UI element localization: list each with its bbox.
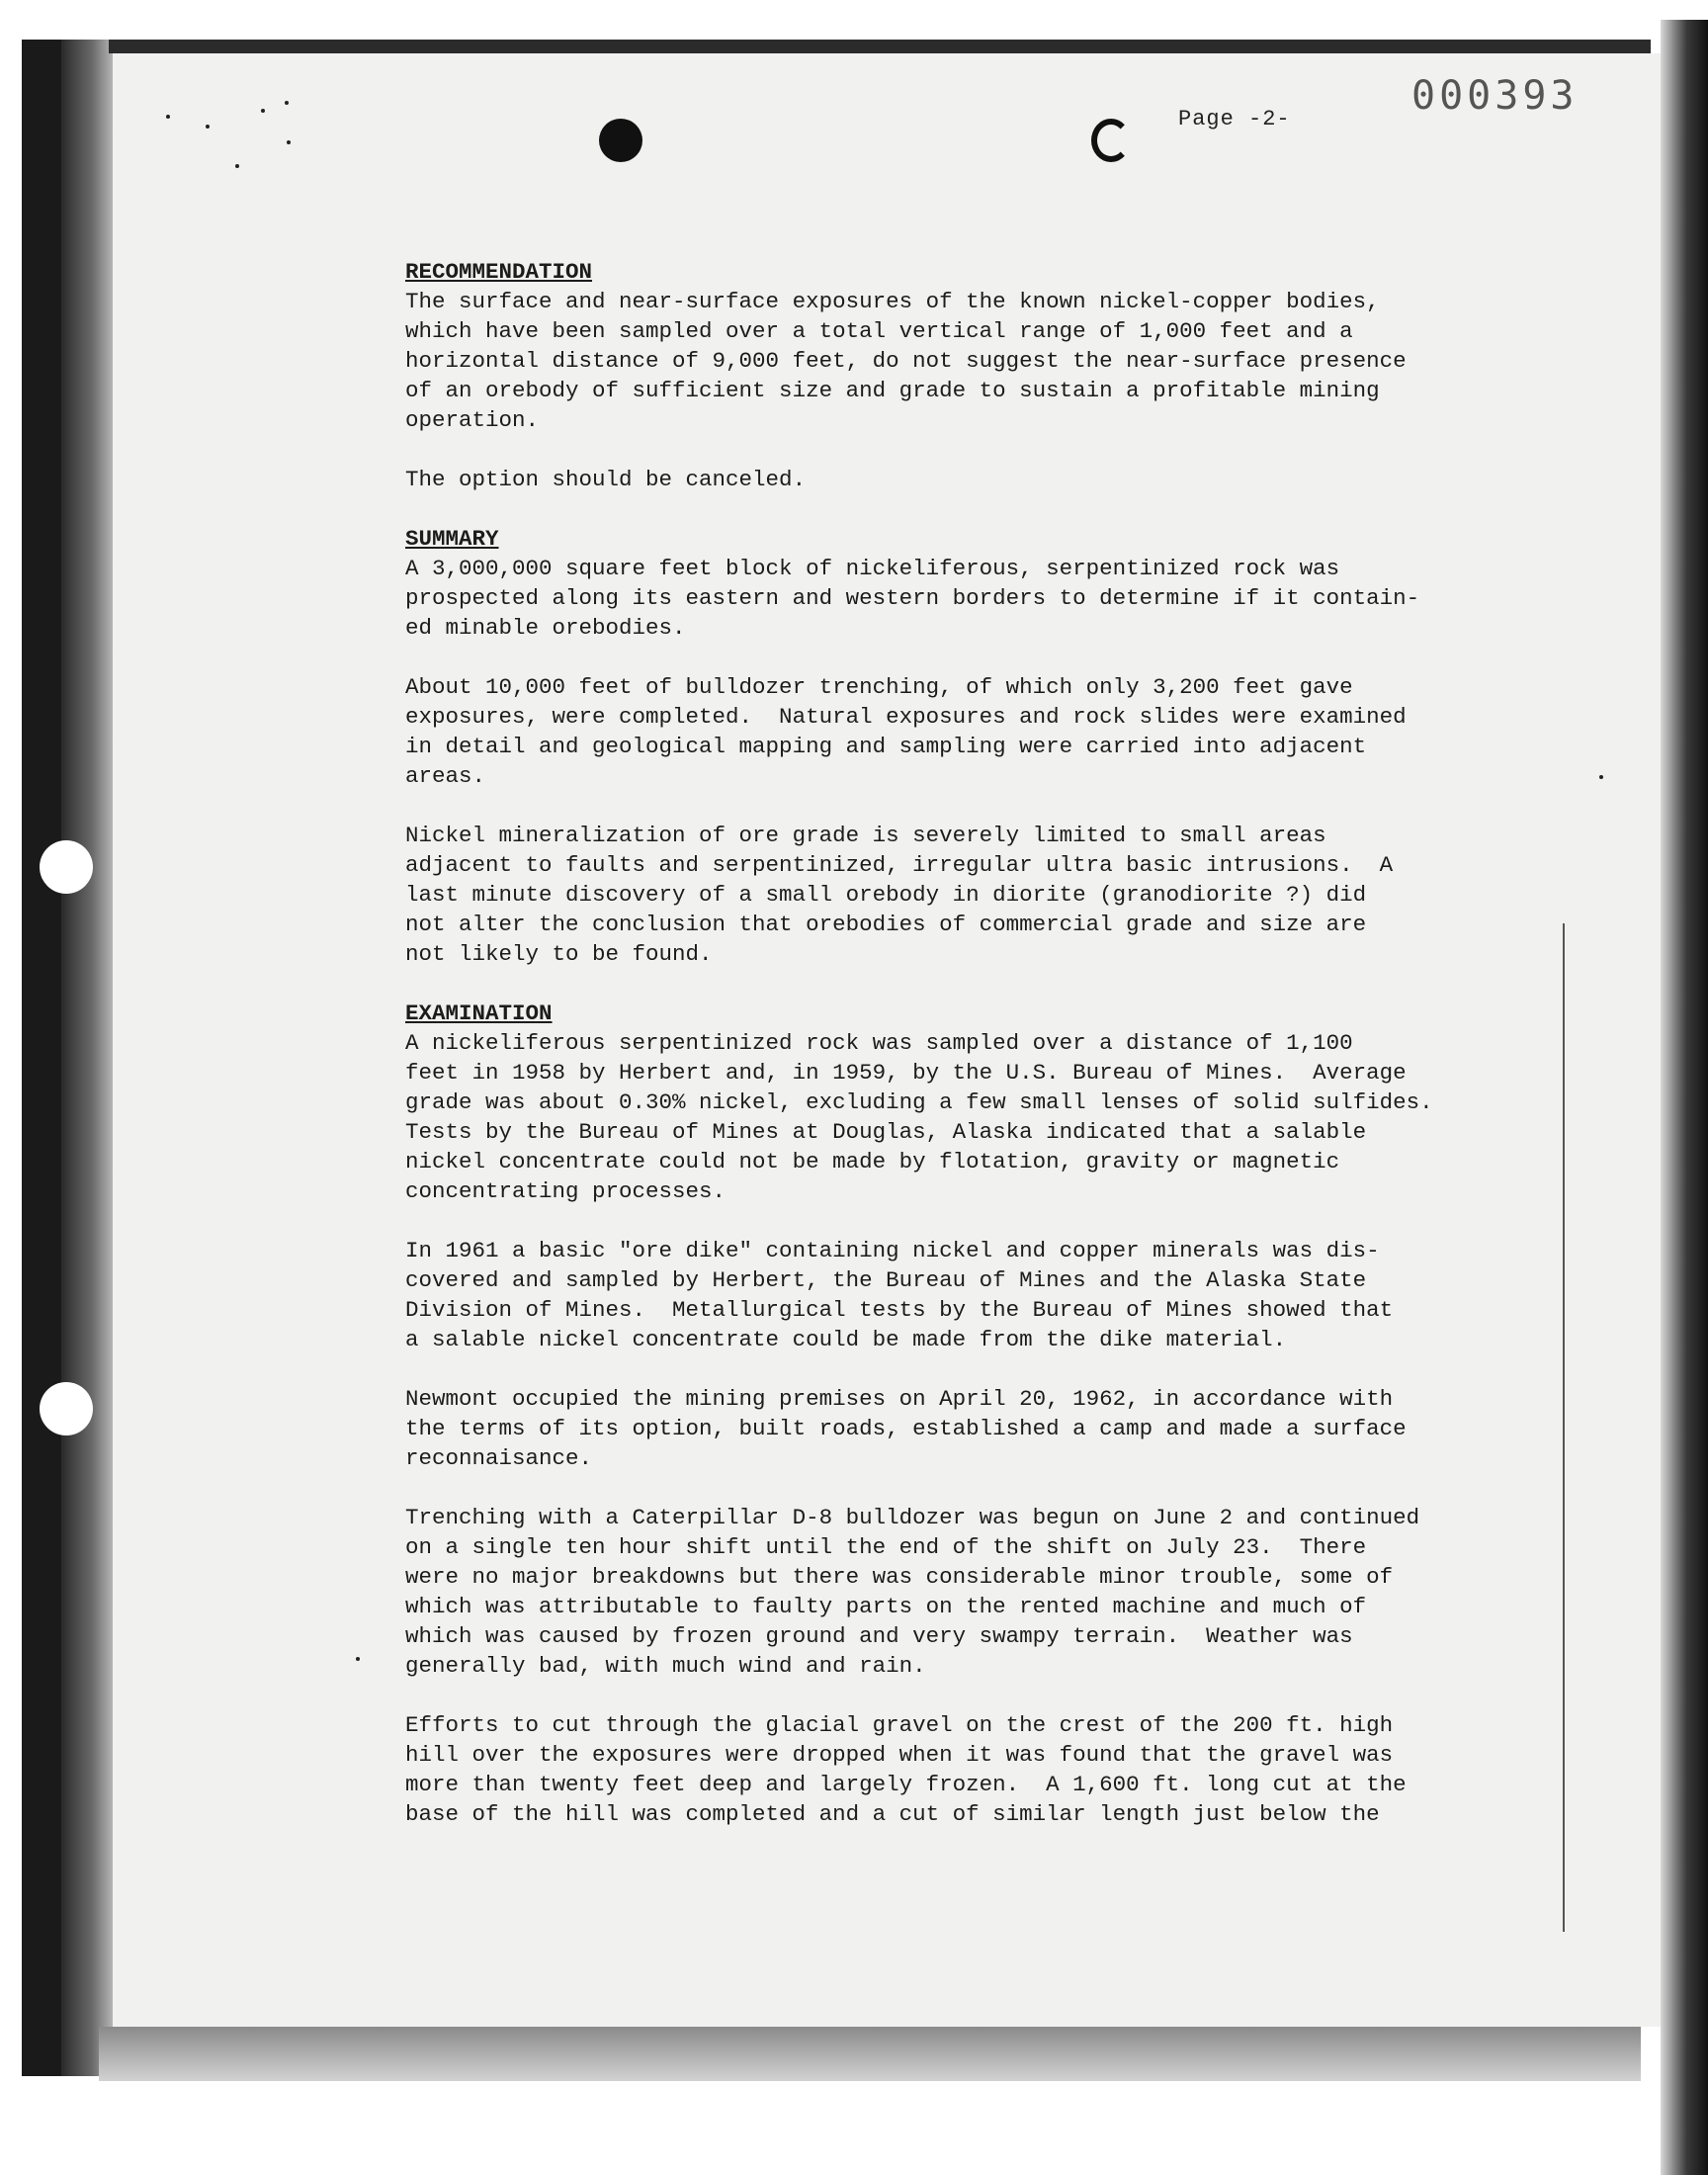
- document-body: [405, 257, 1562, 1859]
- paragraph: A nickeliferous serpentinized rock was sampled over a distance of 1,100 feet in 1958 by Herbert and, in 1959, by the U.S. Bureau of Mines. Average grade was about 0.30% nickel, excluding a few small lenses of solid sulfides. Tests by the Bureau of Mines at Douglas, Alaska indicated that a salable nickel concentrate could not be made by flotation, gravity or magnetic concentrating processes.: [405, 1030, 1433, 1204]
- document-stamp-number: 000393: [1411, 73, 1579, 119]
- scan-fold-line: [1563, 923, 1565, 1932]
- scan-right-edge: [1661, 20, 1708, 2175]
- ink-speck: [356, 1657, 360, 1661]
- scan-left-edge: [22, 40, 61, 2076]
- paragraph: Nickel mineralization of ore grade is severely limited to small areas adjacent to faults and serpentinized, irregular ultra basic intrusions. A last minute discovery of a small orebody in diorite (granodiorite ?) did not alter the conclusion that orebodies of commercial grade and size are not likely to be found.: [405, 823, 1394, 967]
- ink-speck: [285, 101, 289, 105]
- ink-speck: [166, 115, 170, 119]
- ink-half-circle-mark: [1091, 119, 1131, 162]
- paragraph: In 1961 a basic "ore dike" containing nickel and copper minerals was dis- covered and sampled by Herbert, the Bureau of Mines and the Alaska State Division of Mines. Metallurgical tests by the Bureau of Mines showed that a salable nickel concentrate could be made from the dike material.: [405, 1238, 1394, 1352]
- paragraph: About 10,000 feet of bulldozer trenching, of which only 3,200 feet gave exposures, were completed. Natural exposures and rock slides were examined in detail and geological mapping and sampling were carried into adjacent areas.: [405, 674, 1407, 789]
- section-heading: SUMMARY: [405, 526, 499, 552]
- ink-speck: [287, 140, 291, 144]
- paragraph: The surface and near-surface exposures of the known nickel-copper bodies, which have been sampled over a total vertical range of 1,000 feet and a horizontal distance of 9,000 feet, do not suggest the near-surface presence of an orebody of sufficient size and grade to sustain a profitable mining operation.: [405, 289, 1407, 433]
- paragraph: A 3,000,000 square feet block of nickeliferous, serpentinized rock was prospected along its eastern and western borders to determine if it contain- ed minable orebodies.: [405, 556, 1420, 641]
- ink-speck: [206, 125, 210, 129]
- page-number-label: Page -2-: [1178, 107, 1291, 131]
- scan-left-shadow: [61, 40, 113, 2076]
- section-heading: EXAMINATION: [405, 1000, 553, 1026]
- ink-dot-mark: [599, 119, 642, 162]
- ink-speck: [1599, 775, 1603, 779]
- section-heading: RECOMMENDATION: [405, 259, 593, 285]
- punch-hole-upper: [40, 840, 93, 894]
- paragraph: Newmont occupied the mining premises on April 20, 1962, in accordance with the terms of its option, built roads, established a camp and made a surface reconnaisance.: [405, 1386, 1407, 1471]
- scan-bottom-edge: [99, 2027, 1641, 2081]
- paragraph: Efforts to cut through the glacial gravel on the crest of the 200 ft. high hill over the exposures were dropped when it was found that the gravel was more than twenty feet deep and largely frozen. A 1,600 ft. long cut at the base of the hill was completed and a cut of similar length just below the: [405, 1712, 1407, 1827]
- ink-speck: [235, 164, 239, 168]
- section-examination: [405, 999, 1562, 1829]
- scan-top-edge: [109, 40, 1651, 53]
- section-summary: [405, 524, 1562, 969]
- punch-hole-lower: [40, 1382, 93, 1436]
- paragraph: The option should be canceled.: [405, 467, 807, 492]
- section-recommendation: [405, 257, 1562, 494]
- ink-speck: [261, 109, 265, 113]
- paragraph: Trenching with a Caterpillar D-8 bulldozer was begun on June 2 and continued on a single ten hour shift until the end of the shift on July 23. There were no major breakdowns but there was considerable minor trouble, some of which was attributable to faulty parts on the rented machine and much of which was caused by frozen ground and very swampy terrain. Weather was generally bad, with much wind and rain.: [405, 1505, 1420, 1679]
